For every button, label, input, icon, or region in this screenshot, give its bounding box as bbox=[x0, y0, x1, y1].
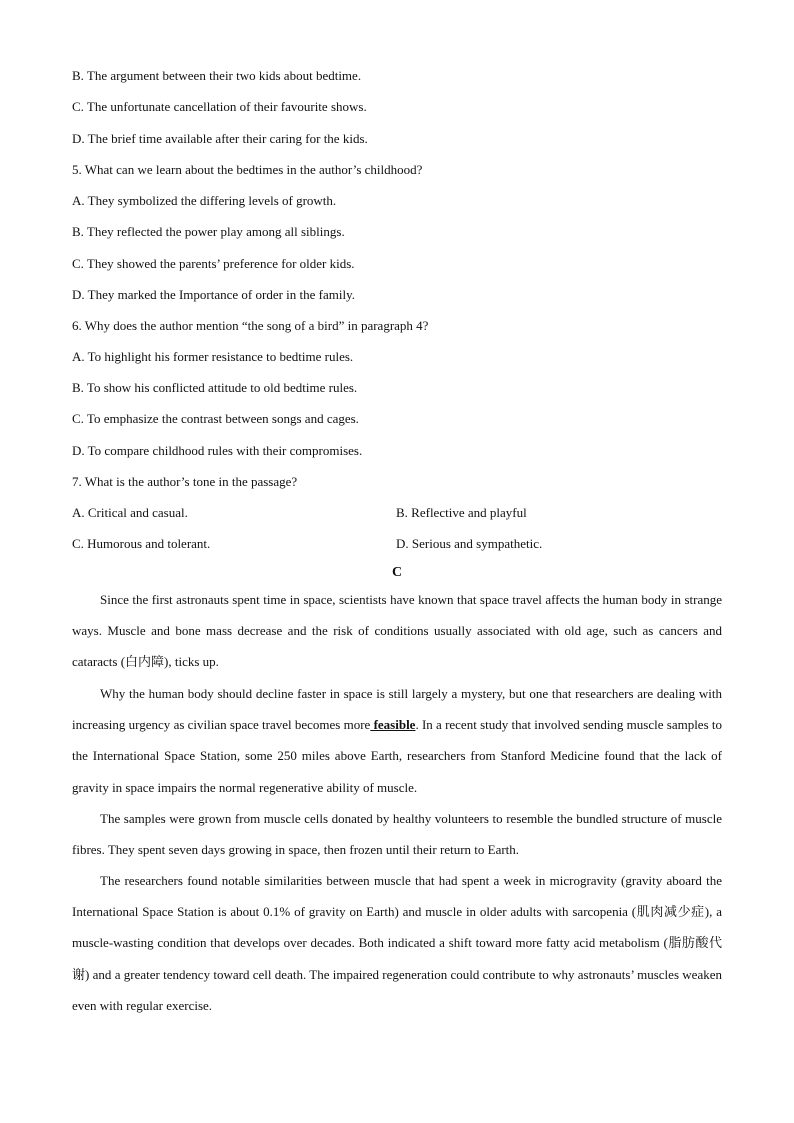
paragraph-2 bbox=[72, 678, 722, 803]
paragraph-1: Since the first astronauts spent time in space, scientists have known that space travel affects the human body in strange ways. Muscle and bone mass decrease and the risk of conditions usually associated with old age, such as cancers and cataracts (白内障), ticks up. bbox=[72, 592, 722, 670]
option-4b: B. The argument between their two kids about bedtime. bbox=[72, 68, 362, 83]
option-6d: D. To compare childhood rules with their compromises. bbox=[72, 443, 363, 458]
paragraph-2-text-start: Why the human body should decline faster in space is still largely a mystery, but one that researchers are dealing with increasing urgency as civilian space travel becomes more bbox=[72, 686, 722, 733]
option-7b: B. Reflective and playful bbox=[396, 505, 527, 520]
option-7d: D. Serious and sympathetic. bbox=[396, 536, 543, 551]
paragraph-2-text-end: . In a recent study that involved sending muscle samples to the International Space Station, some 250 miles above Earth, researchers from Stanford Medicine found that the lack of gravity in space impairs the normal regenerative ability of muscle. bbox=[72, 717, 723, 795]
option-5a: A. They symbolized the differing levels of growth. bbox=[72, 193, 337, 208]
question-7: 7. What is the author’s tone in the passage? bbox=[72, 474, 298, 489]
option-5b: B. They reflected the power play among all siblings. bbox=[72, 224, 345, 239]
option-5c: C. They showed the parents’ preference for older kids. bbox=[72, 256, 355, 271]
paragraph-3: The samples were grown from muscle cells donated by healthy volunteers to resemble the bundled structure of muscle fibres. They spent seven days growing in space, then frozen until their return to Earth. bbox=[72, 811, 722, 858]
option-5d: D. They marked the Importance of order in the family. bbox=[72, 287, 356, 302]
section-heading: C bbox=[391, 565, 403, 580]
option-6c: C. To emphasize the contrast between songs and cages. bbox=[72, 411, 359, 426]
option-7c: C. Humorous and tolerant. bbox=[72, 536, 211, 551]
option-6b: B. To show his conflicted attitude to old bedtime rules. bbox=[72, 380, 358, 395]
option-4d: D. The brief time available after their caring for the kids. bbox=[72, 131, 368, 146]
question-6: 6. Why does the author mention “the song of a bird” in paragraph 4? bbox=[72, 318, 429, 333]
question-5: 5. What can we learn about the bedtimes in the author’s childhood? bbox=[72, 162, 423, 177]
paragraph-4: The researchers found notable similarities between muscle that had spent a week in microgravity (gravity aboard the International Space Station is about 0.1% of gravity on Earth) and muscle in older adults with sarcopenia (肌肉减少症), a muscle-wasting condition that develops over decades. Both indicated a shift toward more fatty acid metabolism (脂肪酸代谢) and a greater tendency toward cell death. The impaired regeneration could contribute to why astronauts’ muscles weaken even with regular exercise. bbox=[72, 873, 722, 1013]
option-7a: A. Critical and casual. bbox=[72, 505, 188, 520]
option-6a: A. To highlight his former resistance to bedtime rules. bbox=[72, 349, 354, 364]
underlined-word-feasible: feasible bbox=[370, 717, 416, 733]
option-4c: C. The unfortunate cancellation of their favourite shows. bbox=[72, 99, 367, 114]
